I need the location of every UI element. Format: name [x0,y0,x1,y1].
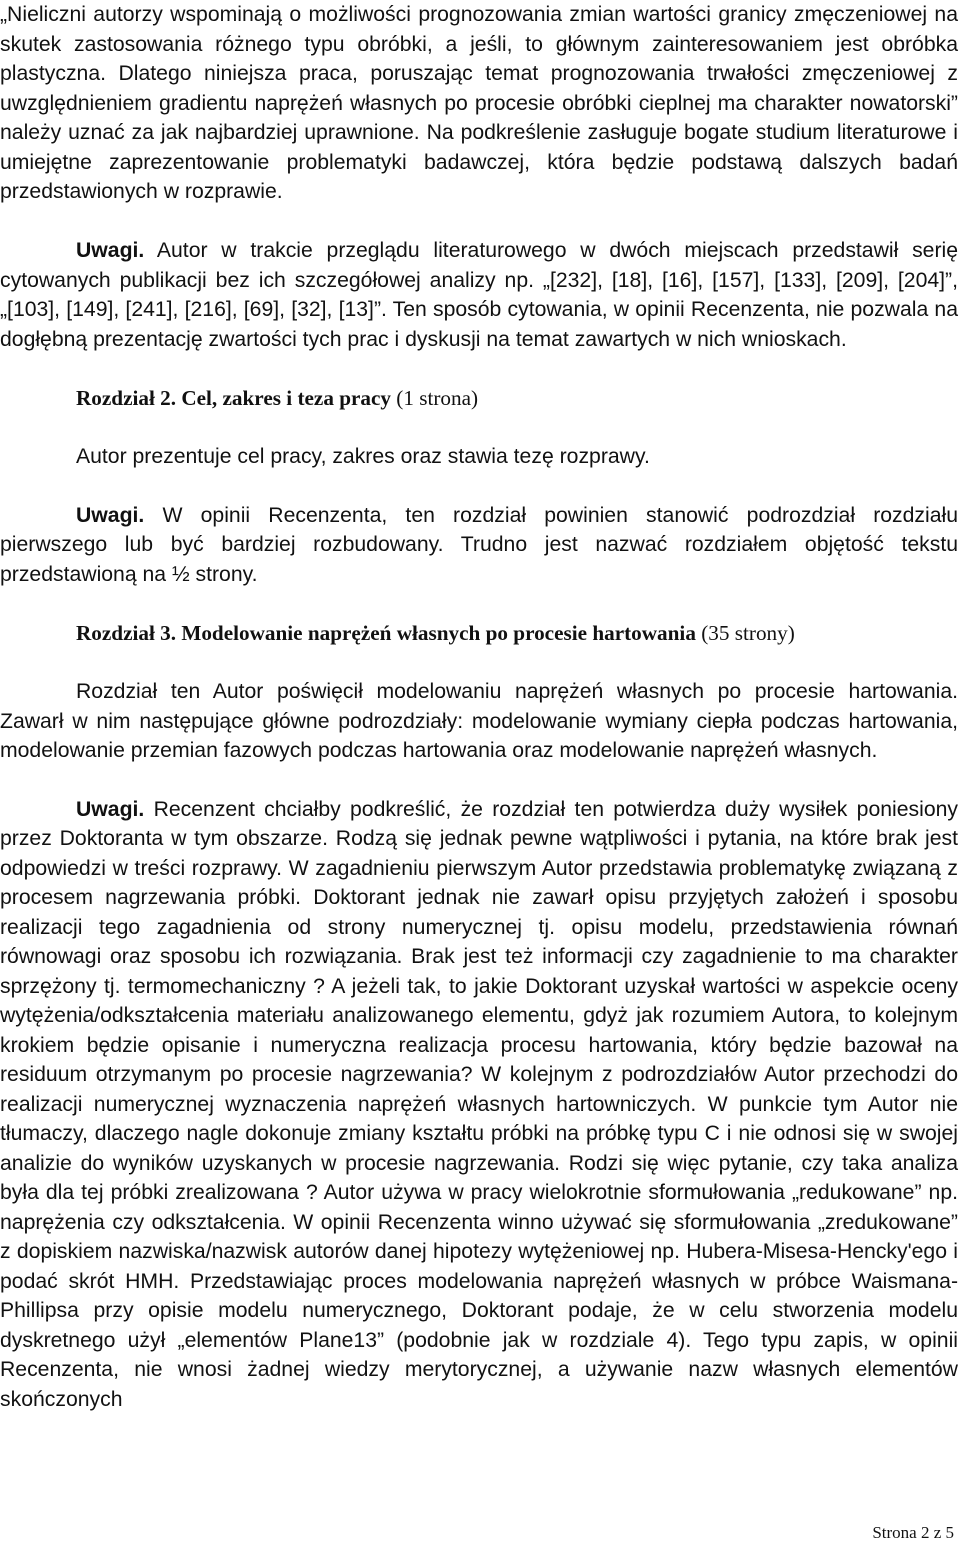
chapter-2-summary: Autor prezentuje cel pracy, zakres oraz stawia tezę rozprawy. [76,445,650,468]
intro-quote-part: „Nieliczni autorzy wspominają o możliwości prognozowania zmian wartości granicy zmęczeniowej na skutek zastosowania różnego typu obróbki, a jeśli, to głównym zainteresowaniem jest obróbka plastyczna. [0,3,958,85]
chapter-3-number: Rozdział 3. [76,620,177,645]
chapter-3-heading [0,619,958,649]
chapter-2-pages: (1 strona) [391,385,479,410]
intro-praise-part: Na podkreślenie zasługuje bogate studium literaturowe i umiejętne zaprezentowanie problematyki badawczej, która będzie podstawą dalszych badań przedstawionych w rozprawie. [0,121,958,203]
chapter-3-pages: (35 strony) [695,620,795,645]
remark-text: Autor w trakcie przeglądu literaturowego w dwóch miejscach przedstawił serię cytowanych publikacji bez ich szczegółowej analizy np. „[232], [18], [16], [157], [133], [209], [204]”, „[103], [149], [241], [216], [69], [32], [13]”. Ten sposób cytowania, w opinii Recenzenta, nie pozwala na dogłębną prezentację zwartości tych prac i dyskusji na temat zawartych w nich wnioskach. [0,239,958,351]
intro-paragraph [0,0,958,207]
chapter-3-remark-paragraph [0,795,958,1415]
chapter-2-remark-label: Uwagi. [76,503,145,527]
chapter-2-remark-text: W opinii Recenzenta, ten rozdział powinien stanowić podrozdział rozdziału pierwszego lub być bardziej rozbudowany. Trudno jest nazwać rozdziałem objętość tekstu przedstawioną na ½ strony. [0,503,958,586]
chapter-2-heading [0,384,958,414]
chapter-3-remark-text: Recenzent chciałby podkreślić, że rozdział ten potwierdza duży wysiłek poniesiony przez Doktoranta w tym obszarze. Rodzą się jednak pewne wątpliwości i pytania, na które brak jest odpowiedzi w treści rozprawy. W zagadnieniu pierwszym Autor przedstawia problematykę związaną z procesem nagrzewania próbki. Doktorant jednak nie zawarł opisu przyjętych założeń i sposobu realizacji tego zagadnienia od strony numerycznej tj. opisu modelu, przedstawienia równań równowagi oraz sposobu ich rozwiązania. Brak jest też informacji czy zagadnienie to ma charakter sprzężony tj. termomechaniczny ? A jeżeli tak, to jakie Doktorant uzyskał wartości w aspekcie oceny wytężenia/odkształcenia materiału analizowanego elementu, gdyż jak rozumiem Autora, to kolejnym krokiem będzie opisanie i numeryczna realizacja procesu hartowania, który będzie bazował na residuum otrzymanym po procesie nagrzewania? W kolejnym z podrozdziałów Autor przechodzi do realizacji numerycznej wyznaczenia naprężeń własnych hartowniczych. W punkcie tym Autor nie tłumaczy, dlaczego nagle dokonuje zmiany kształtu próbki na próbkę typu C i nie odnosi się w swojej analizie do wyników uzyskanych w procesie nagrzewania. Rodzi się więc pytanie, czy taka analiza była dla tej próbki zrealizowana ? Autor używa w pracy wielokrotnie sformułowania „redukowane” np. naprężenia czy odkształcenia. W opinii Recenzenta winno używać się sformułowania „zredukowane” z dopiskiem nazwiska/nazwisk autorów danej hipotezy wytężeniowej np. Hubera-Misesa-Hencky'ego i podać skrót HMH. Przedstawiając proces modelowania naprężeń własnych w próbce Waismana-Phillipsa przy opisie modelu numerycznego, Doktorant podaje, że w celu stworzenia modelu dyskretnego użył „elementów Plane13” (podobnie jak w rozdziale 4). Tego typu zapis, w opinii Recenzenta, nie wnosi żadnej wiedzy merytorycznej, a używanie nazw własnych elementów skończonych [0,797,958,1411]
chapter-2-remark-paragraph [0,501,958,590]
chapter-3-remark-label: Uwagi. [76,797,145,821]
chapter-2-title: Cel, zakres i teza pracy [181,385,391,410]
intro-assessment-part: Dlatego niniejsza praca, poruszając temat prognozowania trwałości zmęczeniowej z uwzględnieniem gradientu naprężeń własnych po procesie obróbki cieplnej ma charakter nowatorski” należy uznać za jak najbardziej uprawnione. [0,62,958,144]
remark-label: Uwagi. [76,239,145,262]
chapter-3-title: Modelowanie naprężeń własnych po procesie hartowania [181,620,696,645]
remark-literature-paragraph [0,236,958,354]
chapter-3-summary: Rozdział ten Autor poświęcił modelowaniu naprężeń własnych po procesie hartowania. Zawarł w nim następujące główne podrozdziały: modelowanie wymiany ciepła podczas hartowania, modelowanie przemian fazowych podczas hartowania oraz modelowanie naprężeń własnych. [0,680,958,762]
page-number: Strona 2 z 5 [872,1523,954,1542]
chapter-2-number: Rozdział 2. [76,385,177,410]
